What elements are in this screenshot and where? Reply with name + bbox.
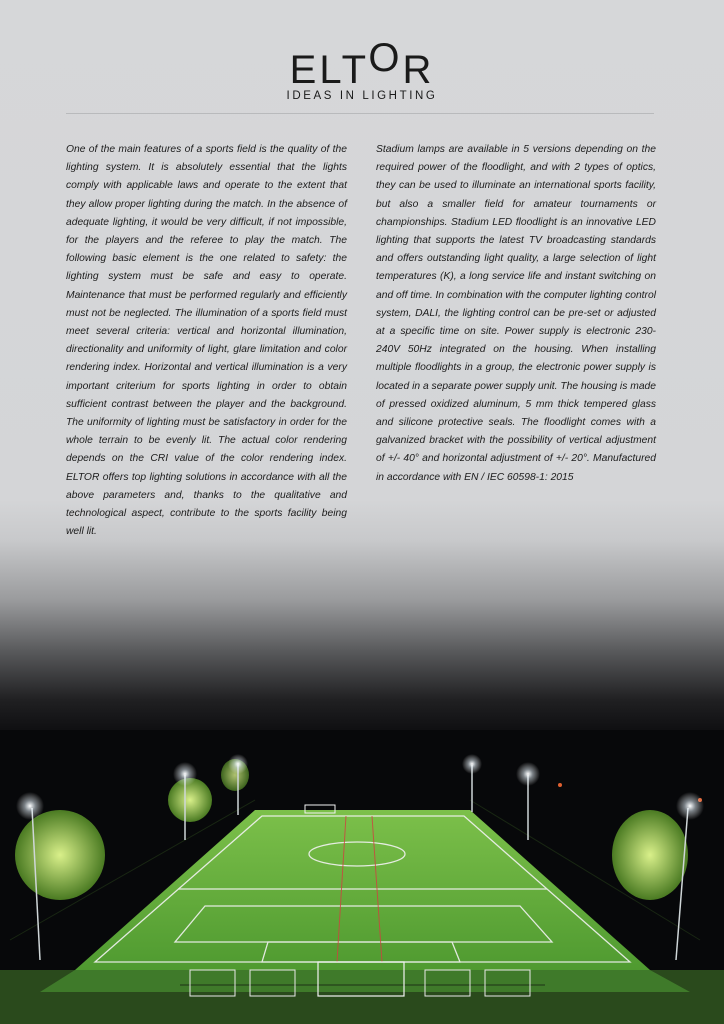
floodlight-glow [16, 792, 44, 820]
left-column-text: One of the main features of a sports field is the quality of the lighting system. It is absolutely essential that the lights comply with applicable laws and operate to the extent that they allow proper lighting during the match. In the absence of adequate lighting, it would be very difficult, if not impossible, for the players and the referee to play the match. The following basic element is the one related to safety: the lighting system must be safe and easy to operate. Maintenance that must be performed regularly and efficiently must not be neglected. The illumination of a sports field must meet several criteria: vertical and horizontal illumination, directionality and uniformity of light, glare limitation and color rendering index. Horizontal and vertical illumination is a very important criterium for sports lighting in order to obtain sufficient contrast between the player and the background. The uniformity of lighting must be satisfactory in order for the whole terrain to be evenly lit. The actual color rendering depends on the CRI value of the color rendering index. ELTOR offers top lighting solutions in accordance with all the above parameters and, thanks to the qualitative and technological aspect, contribute to the sports facility being well lit. [66, 144, 347, 538]
floodlight-glow [228, 754, 248, 774]
tree-right [612, 810, 688, 900]
logo-part-a: ELT [289, 48, 369, 92]
logo-raised-o: O [368, 36, 403, 80]
logo-wordmark [289, 36, 435, 92]
floodlight-glow [516, 762, 540, 786]
logo-part-b: R [402, 48, 435, 92]
right-column-text: Stadium lamps are available in 5 versions depending on the required power of the floodlight, and with 2 types of optics, they can be used to illuminate an international sports facility, but also a smaller field for amateur tournaments or championships. Stadium LED floodlight is an innovative LED lighting that supports the latest TV broadcasting standards and offers outstanding light quality, a large selection of light temperatures (K), a long service life and instant switching on and off time. In combination with the computer lighting control system, DALI, the lighting control can be pre-set or adjusted at a specific time on site. Power supply is electronic 230-240V 50Hz integrated on the housing. When installing multiple floodlights in a group, the electronic power supply is located in a separate power supply unit. The housing is made of pressed oxidized aluminum, 5 mm thick tempered glass and silicone protective seals. The floodlight comes with a galvanized bracket with the possibility of vertical adjustment of +/- 40° and horizontal adjustment of +/- 20°. Manufactured in accordance with EN / IEC 60598-1: 2015 [376, 144, 656, 483]
floodlight-glow [173, 762, 197, 786]
tree-left [15, 810, 105, 900]
header-divider [66, 113, 654, 114]
brand-logo [0, 36, 724, 102]
stadium-photo [0, 730, 724, 1024]
floodlight-glow [676, 792, 704, 820]
logo-tagline: IDEAS IN LIGHTING [286, 90, 438, 102]
floodlight-glow [462, 754, 482, 774]
